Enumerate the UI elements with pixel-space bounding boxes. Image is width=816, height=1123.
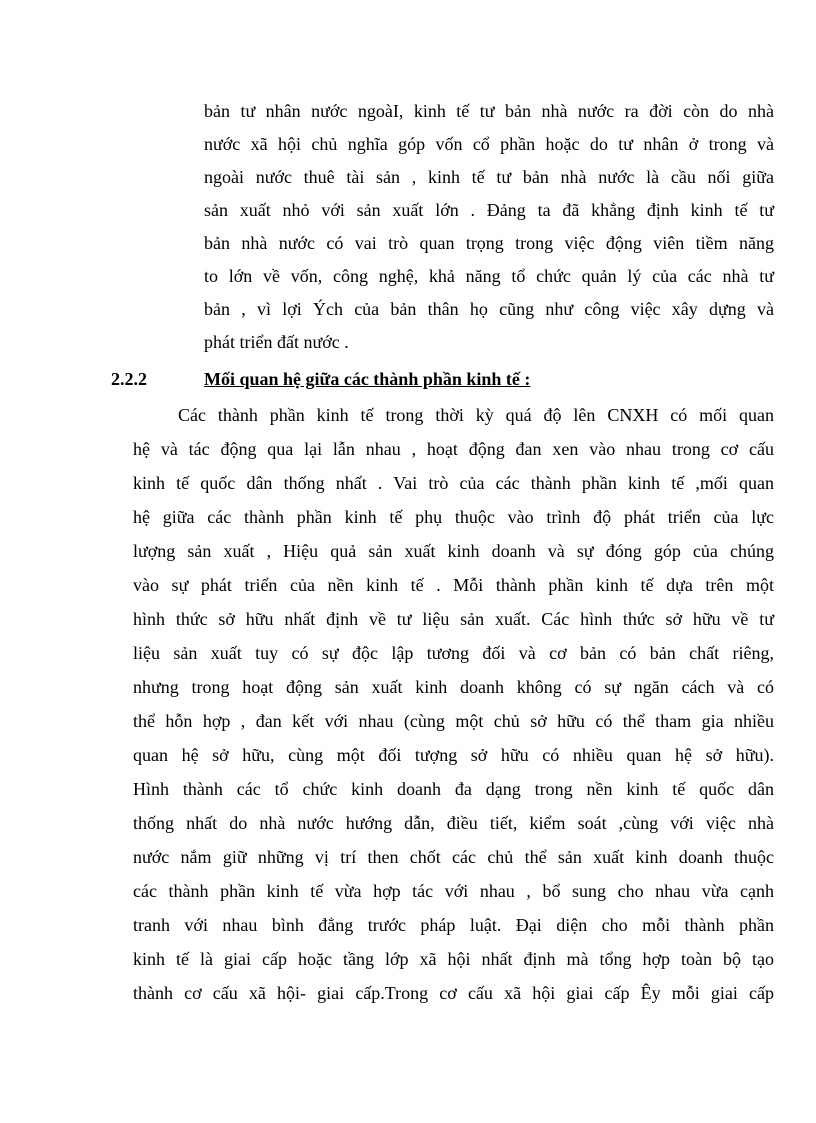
text-line: phát triển đất nước . [204, 332, 349, 352]
text-line: to lớn về vốn, công nghệ, khả năng tổ chức quản lý của các nhà tư [204, 266, 774, 286]
text-line: kinh tế quốc dân thống nhất . Vai trò của các thành phần kinh tế ,mối quan [133, 473, 774, 493]
text-line: bản nhà nước có vai trò quan trọng trong việc động viên tiềm năng [204, 233, 774, 253]
text-line: liệu sản xuất tuy có sự độc lập tương đối và cơ bản có bản chất riêng, [133, 643, 774, 663]
text-line: nước nắm giữ những vị trí then chốt các chủ thể sản xuất kinh doanh thuộc [133, 847, 774, 867]
text-line: hình thức sở hữu nhất định về tư liệu sản xuất. Các hình thức sở hữu về tư [133, 609, 774, 629]
text-line: hệ và tác động qua lại lẫn nhau , hoạt động đan xen vào nhau trong cơ cấu [133, 439, 774, 459]
text-line: thể hỗn hợp , đan kết với nhau (cùng một chủ sở hữu có thể tham gia nhiều [133, 711, 774, 731]
text-line: nhưng trong hoạt động sản xuất kinh doanh không có sự ngăn cách và có [133, 677, 774, 697]
text-line: quan hệ sở hữu, cùng một đối tượng sở hữu có nhiều quan hệ sở hữu). [133, 745, 774, 765]
text-line: tranh với nhau bình đẳng trước pháp luật. Đại diện cho mỗi thành phần [133, 915, 774, 935]
text-line: bản tư nhân nước ngoàI, kinh tế tư bản nhà nước ra đời còn do nhà [204, 101, 774, 121]
text-line: kinh tế là giai cấp hoặc tầng lớp xã hội nhất định mà tổng hợp toàn bộ tạo [133, 949, 774, 969]
text-line: hệ giữa các thành phần kinh tế phụ thuộc vào trình độ phát triển của lực [133, 507, 774, 527]
text-line: các thành phần kinh tế vừa hợp tác với nhau , bổ sung cho nhau vừa cạnh [133, 881, 774, 901]
text-line: sản xuất nhỏ với sản xuất lớn . Đảng ta đã khẳng định kinh tế tư [204, 200, 774, 220]
text-line: ngoài nước thuê tài sản , kinh tế tư bản nhà nước là cầu nối giữa [204, 167, 774, 187]
section-title: Mối quan hệ giữa các thành phần kinh tế : [204, 369, 531, 389]
text-line: bản , vì lợi Ých của bản thân họ cũng như công việc xây dựng và [204, 299, 774, 319]
text-line: thành cơ cấu xã hội- giai cấp.Trong cơ cấu xã hội giai cấp Êy mỗi giai cấp [133, 983, 774, 1003]
text-line: Hình thành các tổ chức kinh doanh đa dạng trong nền kinh tế quốc dân [133, 779, 774, 799]
text-line: vào sự phát triển của nền kinh tế . Mỗi thành phần kinh tế dựa trên một [133, 575, 774, 595]
text-line: nước xã hội chủ nghĩa góp vốn cổ phần hoặc do tư nhân ở trong và [204, 134, 774, 154]
text-line: Các thành phần kinh tế trong thời kỳ quá độ lên CNXH có mối quan [178, 405, 774, 425]
text-line: thống nhất do nhà nước hướng dẫn, điều tiết, kiểm soát ,cùng với việc nhà [133, 813, 774, 833]
text-line: lượng sản xuất , Hiệu quả sản xuất kinh doanh và sự đóng góp của chúng [133, 541, 774, 561]
section-number: 2.2.2 [111, 369, 147, 389]
